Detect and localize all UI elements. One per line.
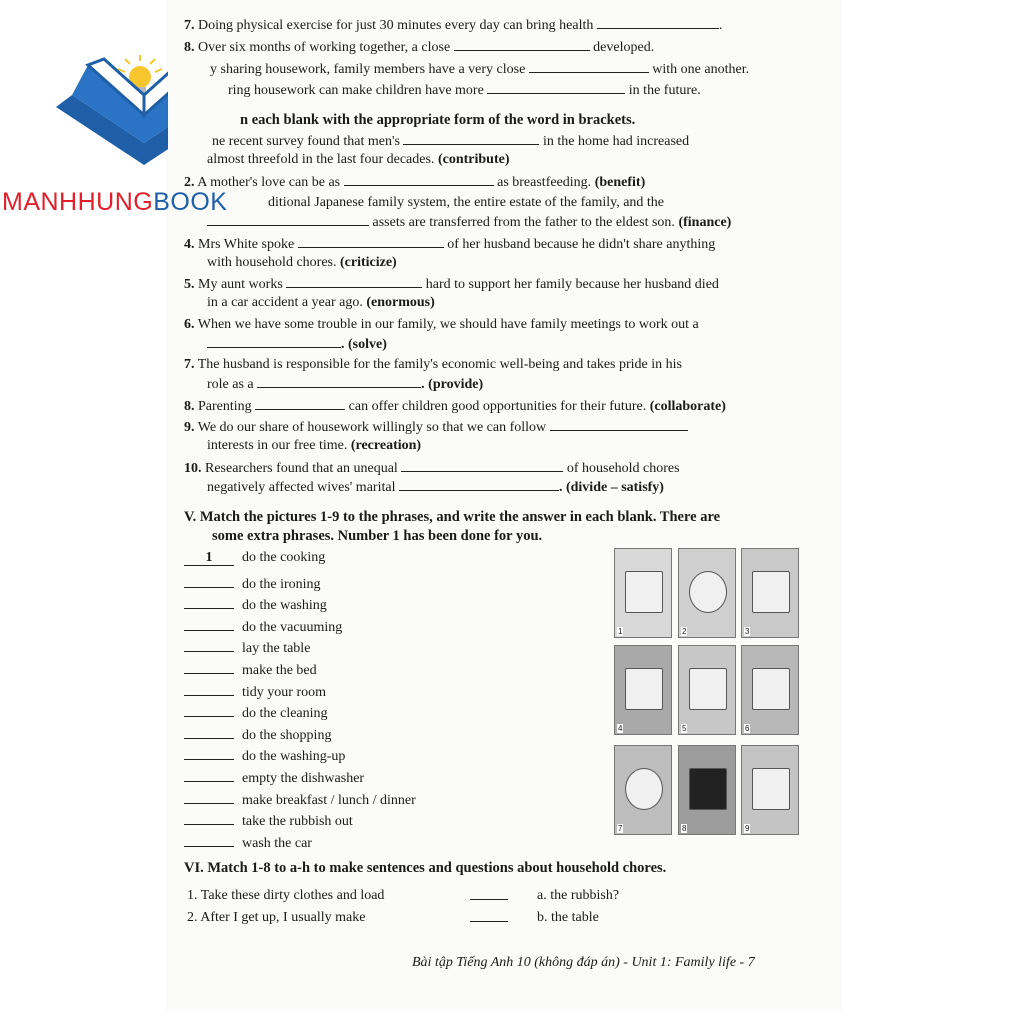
answer-blank[interactable]: [454, 38, 590, 51]
section-6-heading: VI. Match 1-8 to a-h to make sentences and questions about household chores.: [184, 860, 667, 876]
phrase-label: empty the dishwasher: [242, 771, 365, 786]
item-end: developed.: [593, 40, 655, 55]
s4-item-2: [184, 173, 645, 192]
item-number: 2.: [184, 175, 195, 190]
keyword: (contribute): [437, 152, 510, 167]
logo-text-part1: MANHHUNG: [2, 188, 154, 216]
phrase-label: make breakfast / lunch / dinner: [242, 792, 416, 808]
picture-illustration: [689, 668, 727, 710]
s4-item-4-line2: [207, 254, 397, 272]
s4-item-5: [184, 275, 719, 294]
picture-number: 6: [745, 724, 750, 733]
item-text: role as a: [207, 377, 254, 392]
item-text: can offer children good opportunities for their future.: [348, 399, 647, 414]
answer-blank[interactable]: 1: [184, 549, 234, 566]
s6-left-1: 1. Take these dirty clothes and load: [187, 888, 385, 903]
s4-item-1: [212, 132, 689, 151]
keyword: (recreation): [350, 438, 422, 453]
page-footer: Bài tập Tiếng Anh 10 (không đáp án) - Unit 1: Family life - 7: [412, 955, 755, 970]
s6-blank-1: [470, 887, 508, 906]
phrase-row: [184, 743, 345, 766]
logo-text: [2, 188, 227, 217]
item-8: [184, 38, 654, 57]
s4-item-6-line2: [207, 335, 387, 354]
picture-number: 2: [682, 627, 687, 636]
answer-blank[interactable]: [487, 81, 625, 94]
answer-blank[interactable]: [470, 887, 508, 900]
s6-left-2: 2. After I get up, I usually make: [187, 910, 366, 925]
keyword: . (provide): [421, 377, 484, 392]
phrase-row: [184, 571, 321, 594]
phrase-row: [184, 657, 317, 680]
picture-number: 4: [618, 724, 623, 733]
answer-blank[interactable]: [286, 275, 422, 288]
picture-number: 1: [618, 627, 623, 636]
s4-item-7: [184, 356, 682, 374]
answer-blank[interactable]: [184, 592, 234, 609]
answer-blank[interactable]: [255, 397, 345, 410]
item-text: interests in our free time.: [207, 438, 348, 453]
s4-item-3: [268, 194, 664, 212]
answer-blank[interactable]: [597, 16, 719, 29]
item-text: The husband is responsible for the family's economic well-being and takes pride in his: [197, 357, 682, 372]
item-text: in the home had increased: [542, 134, 690, 149]
item-number: 8.: [184, 40, 195, 55]
s6-blank-2: [470, 909, 508, 928]
s4-item-10: [184, 459, 680, 478]
item-text: in a car accident a year ago.: [207, 295, 363, 310]
phrase-label: do the washing-up: [242, 749, 346, 765]
answer-blank[interactable]: [184, 571, 234, 588]
item-text: of her husband because he didn't share anything: [447, 237, 716, 252]
picture-illustration: [752, 571, 790, 613]
picture-illustration: [689, 768, 727, 810]
item-end: in the future.: [628, 83, 701, 98]
answer-blank[interactable]: [184, 830, 234, 847]
item-text: hard to support her family because her husband died: [425, 277, 719, 292]
item-text: Doing physical exercise for just 30 minutes every day can bring health: [198, 18, 594, 33]
phrase-row: [184, 787, 416, 810]
picture-illustration: [625, 571, 663, 613]
item-text: Researchers found that an unequal: [205, 461, 398, 476]
s4-item-10-line2: [207, 478, 664, 497]
item-text: Parenting: [198, 399, 252, 414]
phrase-label: make the bed: [242, 663, 317, 678]
phrase-label: do the shopping: [242, 727, 332, 743]
item-number: 7.: [184, 18, 195, 33]
logo-text-part2: BOOK: [153, 188, 228, 216]
section-4-heading: n each blank with the appropriate form of the word in brackets.: [240, 112, 636, 128]
answer-blank[interactable]: [184, 657, 234, 674]
s4-item-5-line2: [207, 294, 435, 312]
picture-illustration: [625, 668, 663, 710]
answer-blank[interactable]: [184, 614, 234, 631]
picture-number: 5: [682, 724, 687, 733]
answer-blank[interactable]: [184, 635, 234, 652]
phrase-row: [184, 592, 327, 615]
answer-blank[interactable]: [529, 60, 649, 73]
s4-item-7-line2: [207, 375, 483, 394]
phrase-label: lay the table: [242, 641, 311, 657]
item-text: ne recent survey found that men's: [212, 134, 400, 149]
answer-blank[interactable]: [470, 909, 508, 922]
s4-item-9-line2: [207, 437, 421, 455]
answer-blank[interactable]: [401, 459, 563, 472]
phrase-label: do the cleaning: [242, 706, 328, 722]
keyword: (enormous): [366, 295, 435, 310]
s6-right-a: a. the rubbish?: [537, 888, 620, 903]
section-5-heading-2: some extra phrases. Number 1 has been done for you.: [212, 528, 543, 544]
item-text: almost threefold in the last four decades.: [207, 152, 435, 167]
answer-blank[interactable]: [399, 478, 559, 491]
chore-picture: [741, 645, 799, 735]
picture-illustration: [625, 768, 663, 810]
section-5-heading: V. Match the pictures 1-9 to the phrases, and write the answer in each blank. There are: [184, 509, 721, 525]
phrase-label: take the rubbish out: [242, 814, 353, 830]
item-10: [228, 81, 701, 100]
item-text: ditional Japanese family system, the entire estate of the family, and the: [268, 195, 665, 210]
phrase-label: do the cooking: [242, 550, 326, 565]
item-text: of household chores: [566, 461, 680, 476]
phrase-row: [184, 765, 364, 788]
item-text: y sharing housework, family members have a very close: [210, 62, 526, 77]
item-number: 10.: [184, 461, 202, 476]
item-number: 6.: [184, 317, 195, 332]
answer-blank[interactable]: [207, 335, 341, 348]
chore-picture: [678, 745, 736, 835]
keyword: (criticize): [339, 255, 397, 270]
item-number: 9.: [184, 420, 195, 435]
s4-item-9: [184, 418, 688, 437]
phrase-row: [184, 679, 326, 702]
item-number: 7.: [184, 357, 195, 372]
answer-blank[interactable]: [184, 743, 234, 760]
phrase-label: tidy your room: [242, 684, 326, 700]
item-number: 4.: [184, 237, 195, 252]
phrase-row: [184, 635, 310, 658]
keyword: (benefit): [594, 175, 646, 190]
item-text: ring housework can make children have more: [228, 83, 484, 98]
s4-item-3-line2: [207, 213, 731, 232]
answer-blank[interactable]: [403, 132, 539, 145]
item-end: .: [718, 18, 723, 33]
chore-picture: [741, 745, 799, 835]
item-text: My aunt works: [198, 277, 283, 292]
item-text: assets are transferred from the father to the eldest son.: [372, 215, 675, 230]
item-text: with household chores.: [207, 255, 337, 270]
picture-illustration: [752, 768, 790, 810]
item-9: [210, 60, 749, 79]
chore-picture: [614, 745, 672, 835]
chore-picture: [614, 645, 672, 735]
item-text: Over six months of working together, a close: [198, 40, 451, 55]
answer-blank[interactable]: [184, 808, 234, 825]
chore-picture: [678, 645, 736, 735]
answer-blank[interactable]: [550, 418, 688, 431]
answer-blank[interactable]: [298, 235, 444, 248]
chore-picture: [678, 548, 736, 638]
picture-number: 8: [682, 824, 687, 833]
phrase-label: do the vacuuming: [242, 619, 343, 635]
chore-picture: [741, 548, 799, 638]
picture-number: 3: [745, 627, 750, 636]
keyword: (finance): [678, 215, 732, 230]
phrase-label: do the ironing: [242, 576, 321, 592]
item-number: 8.: [184, 399, 195, 414]
s4-item-8: [184, 397, 726, 416]
keyword: . (solve): [341, 337, 387, 352]
phrase-row: [184, 722, 331, 745]
answer-blank[interactable]: [184, 700, 234, 717]
s4-item-4: [184, 235, 715, 254]
keyword: (collaborate): [649, 399, 726, 414]
picture-illustration: [689, 571, 727, 613]
answer-blank[interactable]: [207, 213, 369, 226]
answer-blank[interactable]: [184, 722, 234, 739]
s6-right-b: b. the table: [537, 910, 599, 925]
phrase-row: [184, 830, 312, 853]
item-text: as breastfeeding.: [497, 175, 592, 190]
answer-blank[interactable]: [184, 679, 234, 696]
phrase-row: [184, 549, 325, 567]
answer-blank[interactable]: [344, 173, 494, 186]
answer-blank[interactable]: [184, 787, 234, 804]
item-text: Mrs White spoke: [198, 237, 295, 252]
phrase-row: [184, 700, 328, 723]
phrase-label: do the washing: [242, 598, 327, 614]
item-number: 5.: [184, 277, 195, 292]
picture-number: 7: [618, 824, 623, 833]
item-text: A mother's love can be as: [197, 175, 341, 190]
s4-item-1-line2: [207, 151, 509, 169]
picture-number: 9: [745, 824, 750, 833]
phrase-row: [184, 614, 342, 637]
phrase-row: [184, 808, 353, 831]
answer-blank[interactable]: [184, 765, 234, 782]
item-text: When we have some trouble in our family, we should have family meetings to work out a: [197, 317, 699, 332]
chore-picture: [614, 548, 672, 638]
keyword: . (divide – satisfy): [558, 480, 664, 495]
answer-blank[interactable]: [257, 375, 421, 388]
phrase-label: wash the car: [242, 835, 312, 851]
item-7: [184, 16, 722, 35]
item-end: with one another.: [652, 62, 750, 77]
s4-item-6: [184, 316, 699, 334]
picture-illustration: [752, 668, 790, 710]
item-text: We do our share of housework willingly so that we can follow: [197, 420, 547, 435]
item-text: negatively affected wives' marital: [207, 480, 396, 495]
